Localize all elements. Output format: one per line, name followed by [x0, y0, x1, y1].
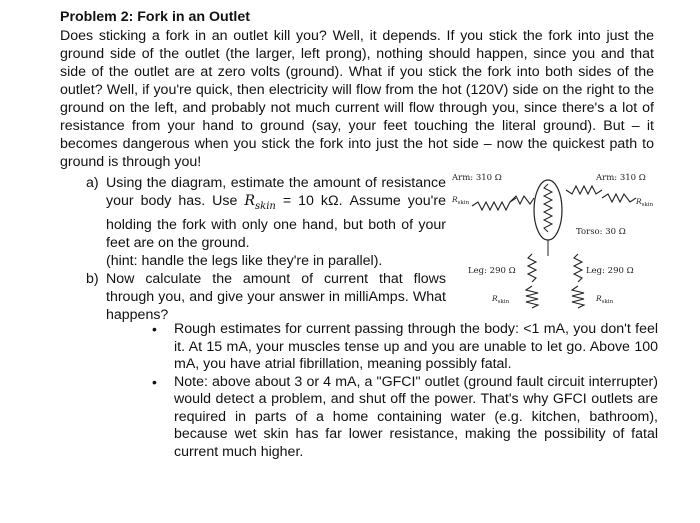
bullet-text: Note: above about 3 or 4 mA, a "GFCI" outlet (ground fault circuit interrupter) would detect a problem, and shut off the power. That's why GFCI outlets are required in parts of a home containing water (e.g. kitchen, bathroom), because wet skin has far lower resistance, making the possibility of fatal current much higher. [174, 373, 658, 460]
leg-right-label: Leg: 290 Ω [586, 266, 634, 276]
rskin-value: = 10 kΩ. [275, 193, 343, 209]
problem-intro: Does sticking a fork in an outlet kill you? Well, it depends. If you stick the fork into just the ground side of the outlet (the larger, left prong), nothing should happen, since you and that side of the outlet are at zero volts (ground). What if you stick the fork into both sides of the outlet? Well, if you're quick, then electricity will flow from the hot (120V) side on the right to the ground on the left, and probably not much current will flow through you, since there's a lot of resistance from your hand to ground (say, your feet touching the literal ground). But – it becomes dangerous when you stick the fork into just the hot side – now the quickest path to ground is through you! [60, 28, 654, 170]
right-leg-resistor [572, 254, 584, 308]
right-arm-resistor [566, 186, 636, 202]
left-arm-resistor [472, 196, 534, 210]
bullet-current-estimates [148, 321, 658, 374]
question-a-text: Using the diagram, estimate the amount of resistance your body has. Use [106, 175, 446, 209]
question-b-label: b) [86, 270, 99, 287]
arm-left-label: Arm: 310 Ω [452, 173, 502, 183]
source-symbol [534, 180, 562, 240]
problem-title: Problem 2: Fork in an Outlet [60, 9, 250, 25]
rskin-left-arm-label: $R_{skin}$ [452, 195, 470, 206]
rskin-left-leg-label: $R_{skin}$ [492, 294, 510, 305]
leg-left-label: Leg: 290 Ω [468, 266, 516, 276]
question-b [86, 270, 446, 324]
bullet-dot-icon: • [152, 321, 157, 337]
rskin-right-leg-label: $R_{skin}$ [596, 294, 614, 305]
question-a-label: a) [86, 175, 99, 191]
question-b-text: Now calculate the amount of current that flows through you, and give your answer in milliAmps. What happens? [106, 270, 446, 323]
bullet-dot-icon: • [152, 373, 157, 390]
question-a-assumption: Assume you're holding the fork with only one hand, but both of your feet are on the ground. [106, 193, 446, 251]
rskin-subscript: skin [255, 200, 276, 212]
bullet-gfci-note [148, 374, 658, 462]
left-leg-resistor [526, 254, 538, 308]
bullet-list [148, 321, 658, 461]
question-list [86, 174, 446, 324]
bullet-text: Rough estimates for current passing through the body: <1 mA, you don't feel it. At 15 mA, your muscles tense up and you are unable to let go. Above 100 mA, you have atrial fibrillation, meaning possibly fatal. [174, 321, 658, 372]
question-a [86, 174, 446, 270]
question-a-hint: (hint: handle the legs like they're in parallel). [106, 252, 383, 269]
body-resistance-diagram [446, 168, 662, 318]
rskin-right-arm-label: $R_{skin}$ [636, 197, 654, 208]
rskin-symbol: R [244, 193, 256, 209]
torso-label: Torso: 30 Ω [576, 227, 626, 237]
arm-right-label: Arm: 310 Ω [596, 173, 646, 183]
